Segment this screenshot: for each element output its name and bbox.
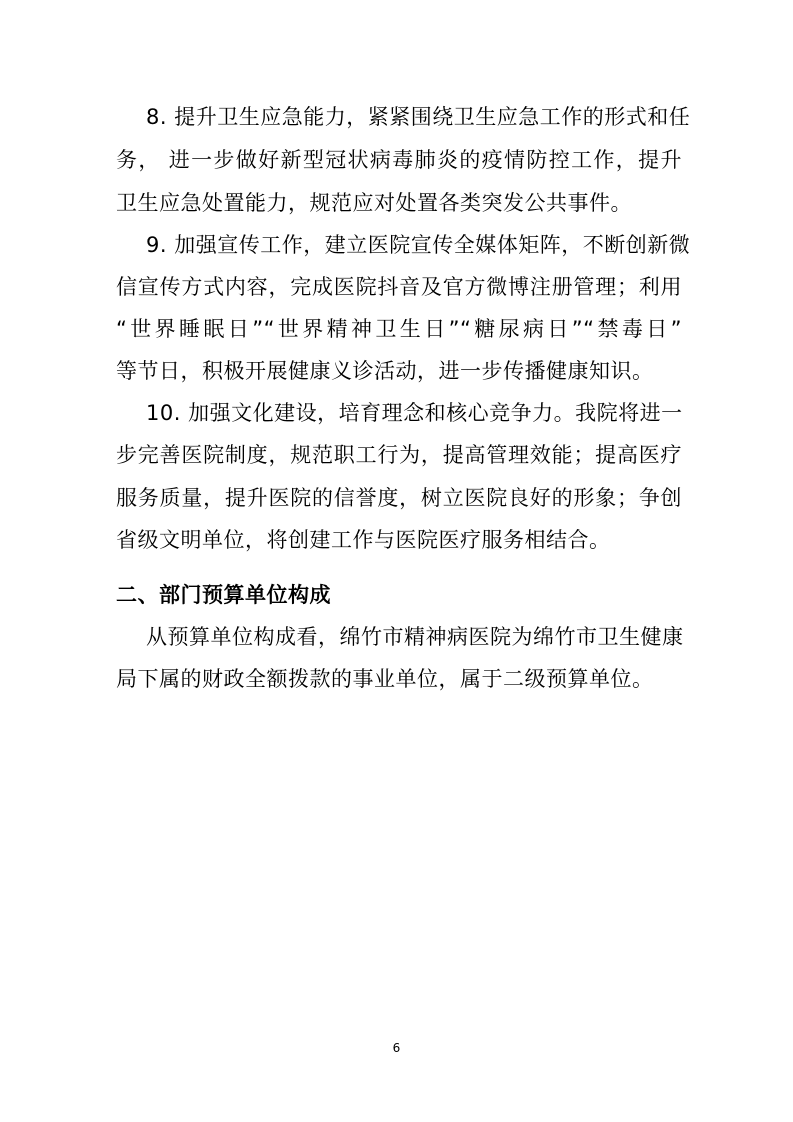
item-8-line-3: 卫生应急处置能力，规范应对处置各类突发公共事件。	[116, 191, 632, 215]
item-9-line-1: 9. 加强宣传工作，建立医院宣传全媒体矩阵，不断创新微	[146, 233, 691, 257]
section-paragraph-line-2: 局下属的财政全额拨款的事业单位，属于二级预算单位。	[116, 667, 654, 691]
item-10-line-1: 10. 加强文化建设，培育理念和核心竞争力。我院将进一	[146, 401, 683, 425]
item-9-line-2: 信宣传方式内容，完成医院抖音及官方微博注册管理；利用	[116, 275, 682, 299]
item-10-line-2: 步完善医院制度，规范职工行为，提高管理效能；提高医疗	[116, 443, 682, 467]
item-10-line-3: 服务质量，提升医院的信誉度，树立医院良好的形象；争创	[116, 486, 682, 510]
item-8-line-1: 8. 提升卫生应急能力，紧紧围绕卫生应急工作的形式和任	[146, 105, 691, 129]
section-heading: 二、部门预算单位构成	[116, 583, 331, 607]
item-9-line-3: “世界睡眠日”“世界精神卫生日”“糖尿病日”“禁毒日”	[116, 317, 682, 341]
item-8-line-2: 务， 进一步做好新型冠状病毒肺炎的疫情防控工作，提升	[116, 148, 682, 172]
page-number: 6	[392, 1041, 401, 1055]
item-10-line-4: 省级文明单位，将创建工作与医院医疗服务相结合。	[116, 528, 611, 552]
section-paragraph-line-1: 从预算单位构成看，绵竹市精神病医院为绵竹市卫生健康	[146, 625, 684, 649]
item-9-line-4: 等节日，积极开展健康义诊活动，进一步传播健康知识。	[116, 359, 654, 383]
